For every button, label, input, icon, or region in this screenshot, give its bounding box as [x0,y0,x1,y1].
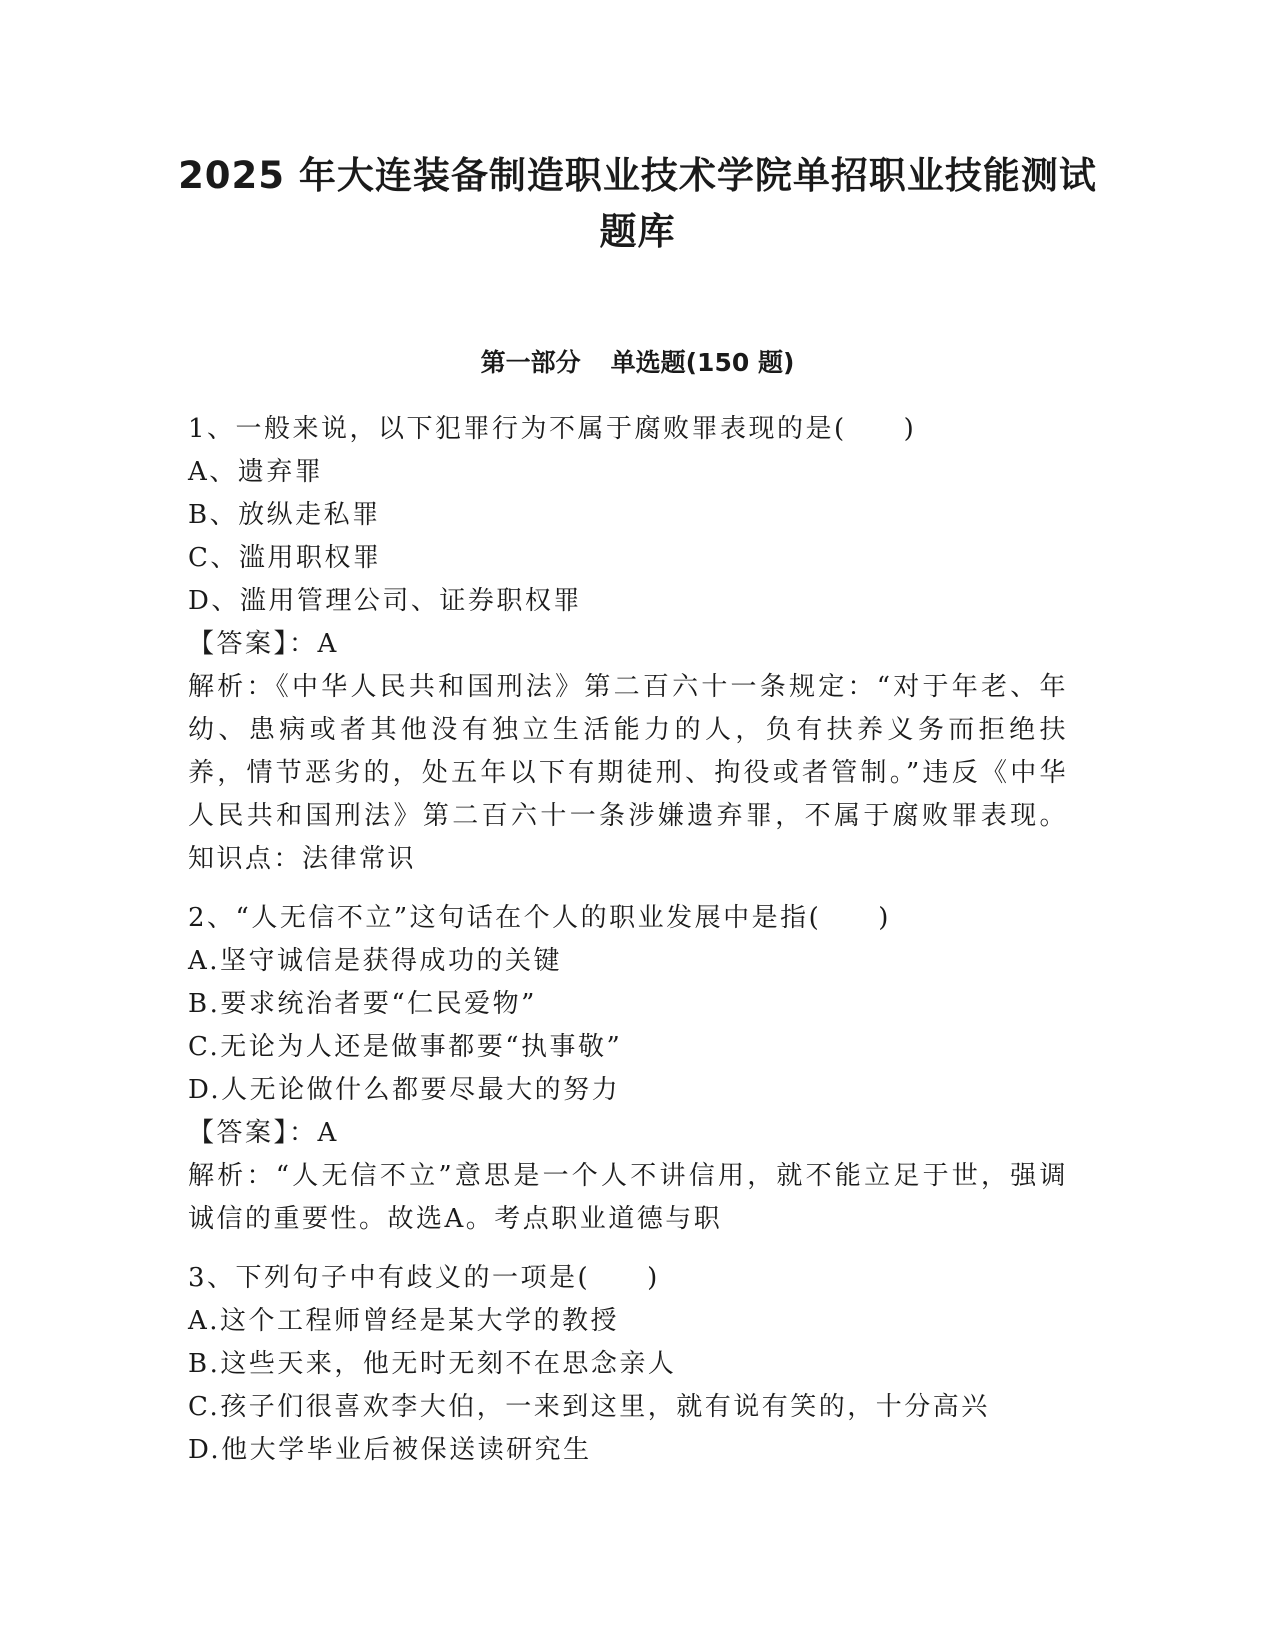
answer: 【答案】：A [188,629,339,659]
question-3 [188,1257,1068,1472]
option-c: C、滥用职权罪 [188,543,382,573]
document-title-line1: 2025 年大连装备制造职业技术学院单招职业技能测试 [178,154,1097,197]
document-title [150,148,1125,260]
question-stem: 3、下列句子中有歧义的一项是( ) [188,1263,660,1293]
answer: 【答案】：A [188,1118,339,1148]
option-d: D、滥用管理公司、证券职权罪 [188,586,582,616]
question-list [188,408,1068,1488]
question-1 [188,408,1068,881]
option-d: D.他大学毕业后被保送读研究生 [188,1435,592,1465]
question-stem: 1、一般来说，以下犯罪行为不属于腐败罪表现的是( ) [188,414,917,444]
option-c: C.孩子们很喜欢李大伯，一来到这里，就有说有笑的，十分高兴 [188,1392,990,1422]
question-2 [188,897,1068,1241]
question-stem: 2、“人无信不立”这句话在个人的职业发展中是指( ) [188,903,891,933]
analysis: 解析：“人无信不立”意思是一个人不讲信用，就不能立足于世，强调诚信的重要性。故选A。考点职业道德与职 [188,1161,1068,1234]
option-b: B.这些天来，他无时无刻不在思念亲人 [188,1349,677,1379]
option-b: B.要求统治者要“仁民爱物” [188,989,537,1019]
option-a: A.坚守诚信是获得成功的关键 [188,946,563,976]
option-d: D.人无论做什么都要尽最大的努力 [188,1075,621,1105]
document-title-line2: 题库 [599,210,676,253]
option-a: A、遗弃罪 [188,457,324,487]
section-title [150,343,1125,383]
option-c: C.无论为人还是做事都要“执事敬” [188,1032,623,1062]
section-part: 第一部分 [480,348,581,377]
analysis: 解析：《中华人民共和国刑法》第二百六十一条规定：“对于年老、年幼、患病或者其他没有独立生活能力的人，负有扶养义务而拒绝扶养，情节恶劣的，处五年以下有期徒刑、拘役或者管制。”违反《中华人民共和国刑法》第二百六十一条涉嫌遗弃罪，不属于腐败罪表现。知识点：法律常识 [188,672,1068,874]
option-b: B、放纵走私罪 [188,500,381,530]
option-a: A.这个工程师曾经是某大学的教授 [188,1306,620,1336]
section-name: 单选题(150 题) [610,348,795,377]
